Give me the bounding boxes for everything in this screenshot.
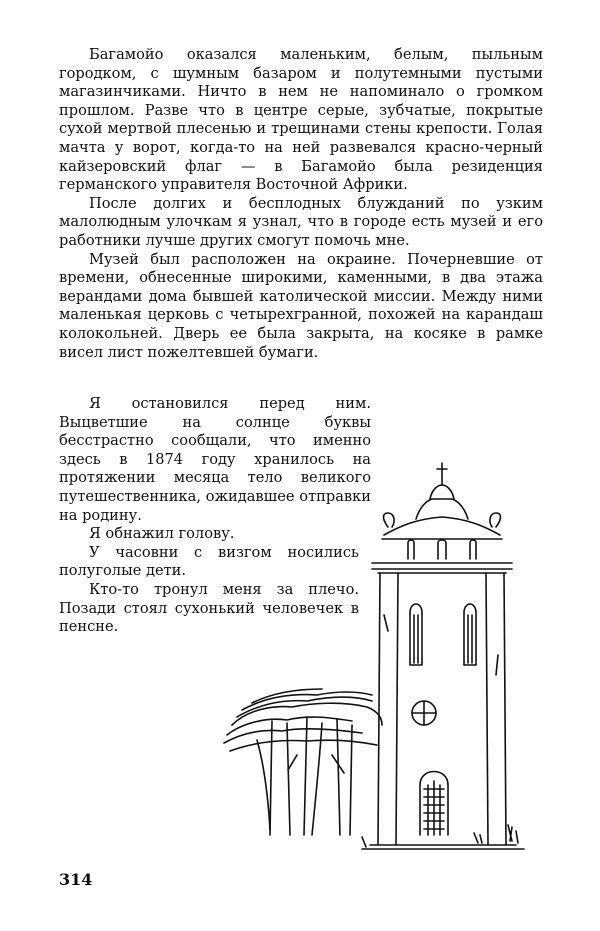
tower-drawing xyxy=(362,463,524,849)
paragraph-bagamoyo: Багамойо оказался маленьким, белым, пыльным городком, с шумным базаром и полутемными пустыми магазинчиками. Ничто в нем не напоминало о громком прошлом. Разве что в центре серые, зубчатые, покрытые сухой мертвой плесенью и трещинами стены крепости. Голая мачта у ворот, когда-то на ней развевался красно-черный кайзеровский флаг — в Багамойо была резиденция германского управителя Восточной Африки. xyxy=(59,46,543,194)
paragraph-notice: Я остановился перед ним. Выцветшие на солнце буквы бесстрастно сообщали, что именно здесь в 1874 году хранилось на протяжении месяца тело великого путешественника, ожидавшее отправки на родину. xyxy=(59,395,371,524)
paragraph-museum: Музей был расположен на окраине. Почерневшие от времени, обнесенные широкими, каменными, в два этажа верандами дома бывшей католической миссии. Между ними маленькая церковь с четырехгранной, похожей на карандаш колокольней. Дверь ее была закрыта, на косяке в рамке висел лист пожелтевшей бумаги. xyxy=(59,250,543,361)
paragraph-search: После долгих и бесплодных блужданий по узким малолюдным улочкам я узнал, что в городе есть музей и его работники лучше других смогут помочь мне. xyxy=(59,194,543,249)
paragraph-children: У часовни с визгом носились полуголые дети. xyxy=(59,543,359,580)
trees-drawing xyxy=(224,689,382,835)
bell-tower-illustration xyxy=(212,455,532,855)
paragraph-stranger: Кто-то тронул меня за плечо. Позади стоял сухонький человечек в пенсне. xyxy=(59,580,359,636)
main-text-block xyxy=(59,46,543,362)
page-number: 314 xyxy=(59,870,93,889)
paragraph-bared-head: Я обнажил голову. xyxy=(89,525,235,543)
